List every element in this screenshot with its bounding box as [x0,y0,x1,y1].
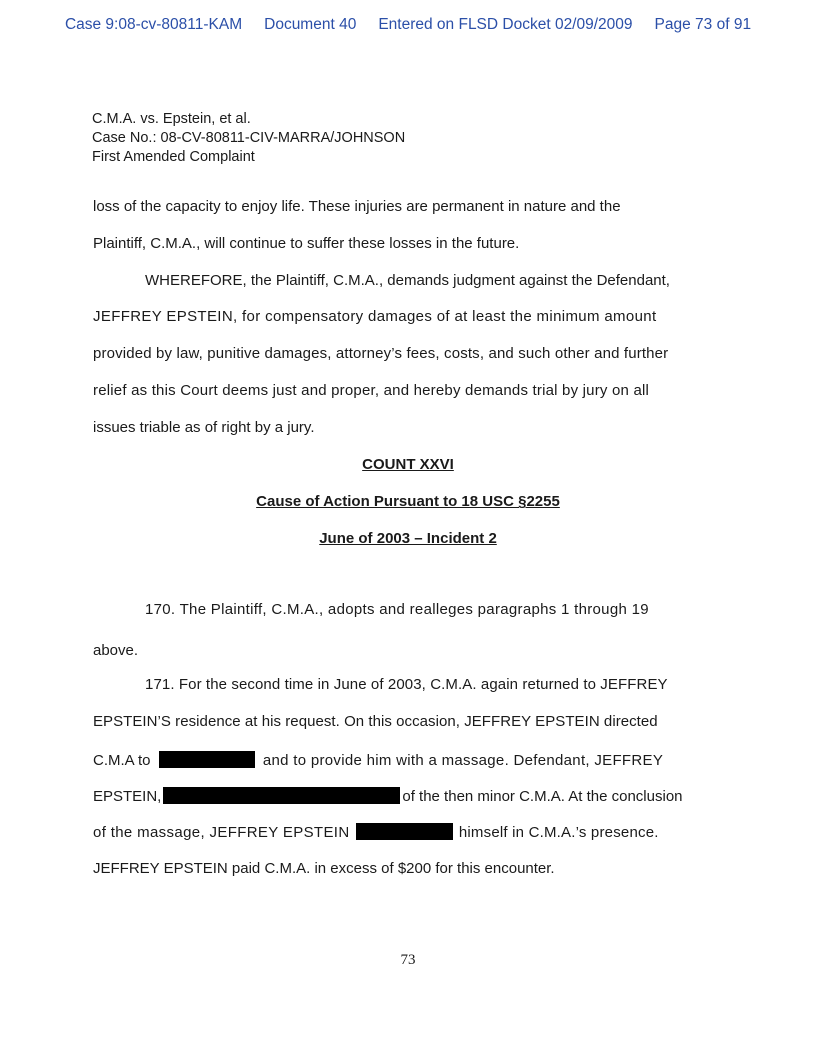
redaction-block [356,823,453,840]
body-line: provided by law, punitive damages, attorney’s fees, costs, and such other and further [93,345,669,362]
docket-header [0,16,816,34]
incident-heading: June of 2003 – Incident 2 [319,530,497,547]
redaction-block [159,751,255,768]
caption-parties: C.M.A. vs. Epstein, et al. [92,111,251,127]
case-caption [92,110,405,167]
body-line: Plaintiff, C.M.A., will continue to suffer these losses in the future. [93,235,520,252]
body-line: of the massage, JEFFREY EPSTEIN himself in C.M.A.’s presence. [93,824,659,841]
cause-of-action-heading: Cause of Action Pursuant to 18 USC §2255 [256,493,560,510]
body-line: EPSTEIN, of the then minor C.M.A. At the conclusion [93,788,683,805]
docket-document-number: Document 40 [264,16,357,33]
body-line: 170. The Plaintiff, C.M.A., adopts and realleges paragraphs 1 through 19 [145,601,649,618]
body-line: C.M.A to and to provide him with a massage. Defendant, JEFFREY [93,752,664,769]
caption-case-number: Case No.: 08-CV-80811-CIV-MARRA/JOHNSON [92,130,406,146]
page-number: 73 [400,952,416,968]
count-heading: COUNT XXVI [362,456,454,473]
body-line: loss of the capacity to enjoy life. These injuries are permanent in nature and the [93,198,621,215]
body-line: EPSTEIN’S residence at his request. On this occasion, JEFFREY EPSTEIN directed [93,713,658,730]
body-line: 171. For the second time in June of 2003, C.M.A. again returned to JEFFREY [145,676,668,693]
body-line: JEFFREY EPSTEIN, for compensatory damages of at least the minimum amount [93,308,657,325]
docket-entered-date: Entered on FLSD Docket 02/09/2009 [378,16,633,33]
caption-document-title: First Amended Complaint [92,149,255,165]
redaction-block [163,787,400,804]
body-line: relief as this Court deems just and proper, and hereby demands trial by jury on all [93,382,650,399]
docket-case-number: Case 9:08-cv-80811-KAM [64,16,243,33]
wherefore-line: WHEREFORE, the Plaintiff, C.M.A., demands judgment against the Defendant, [145,272,670,289]
body-line: issues triable as of right by a jury. [93,419,315,436]
body-line: above. [93,642,139,659]
docket-page-count: Page 73 of 91 [654,16,752,33]
body-line: JEFFREY EPSTEIN paid C.M.A. in excess of $200 for this encounter. [93,860,555,877]
